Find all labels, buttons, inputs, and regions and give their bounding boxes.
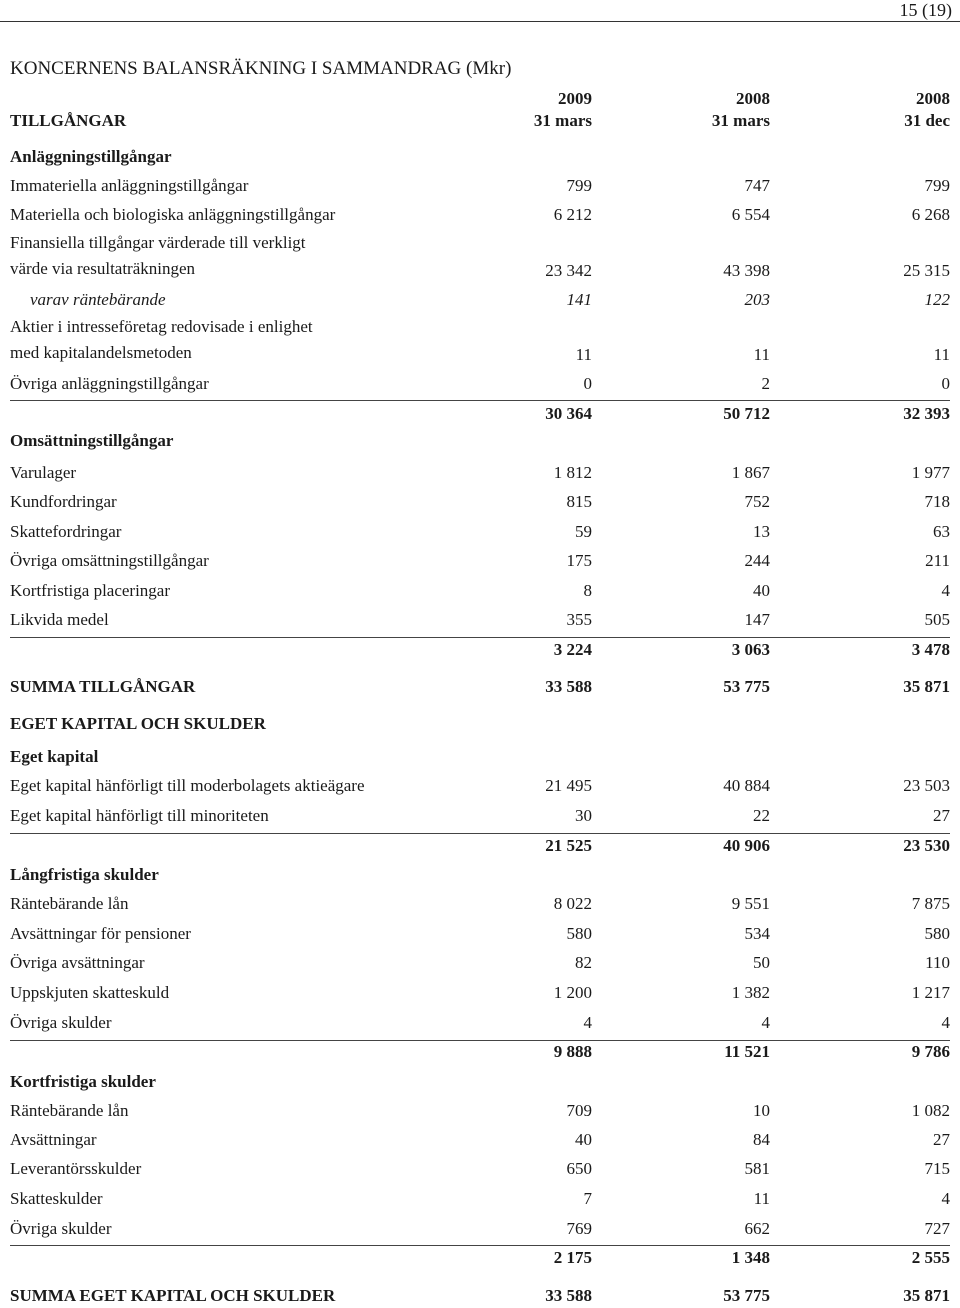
table-row xyxy=(0,460,960,484)
table-row xyxy=(0,1156,960,1180)
row-label: Anläggningstillgångar xyxy=(10,147,172,166)
table-row xyxy=(0,921,960,945)
subtotal-rule xyxy=(10,1245,950,1246)
cell-value: 175 xyxy=(566,551,592,570)
cell-value: 30 xyxy=(575,806,592,825)
cell-value: 0 xyxy=(583,374,592,393)
table-row xyxy=(0,1186,960,1210)
cell-value: 6 268 xyxy=(911,205,950,224)
section-heading xyxy=(0,1069,960,1093)
cell-value: 25 315 xyxy=(903,261,950,280)
cell-value: 9 551 xyxy=(731,894,770,913)
cell-value: 9 888 xyxy=(553,1042,592,1061)
cell-value: 43 398 xyxy=(723,261,770,280)
cell-value: 122 xyxy=(924,290,950,309)
subtotal-row xyxy=(0,833,960,857)
row-label: Kundfordringar xyxy=(10,492,117,511)
table-row xyxy=(0,607,960,631)
row-label: Immateriella anläggningstillgångar xyxy=(10,176,249,195)
cell-value: 11 xyxy=(575,345,592,364)
subtotal-row xyxy=(0,637,960,661)
cell-value: 7 875 xyxy=(911,894,950,913)
cell-value: 9 786 xyxy=(911,1042,950,1061)
cell-value: 40 906 xyxy=(723,836,770,855)
subtotal-rule xyxy=(10,833,950,834)
row-label: Avsättningar xyxy=(10,1130,97,1149)
row-label: Skatteskulder xyxy=(10,1189,103,1208)
row-label: Övriga skulder xyxy=(10,1219,112,1238)
row-label: Eget kapital hänförligt till moderbolagets aktieägare xyxy=(10,776,365,795)
table-row xyxy=(0,980,960,1004)
cell-value: 8 xyxy=(583,581,592,600)
cell-value: 2 xyxy=(761,374,770,393)
row-label: Eget kapital xyxy=(10,747,99,766)
row-label: Uppskjuten skatteskuld xyxy=(10,983,170,1002)
table-row xyxy=(0,489,960,513)
cell-value: 4 xyxy=(761,1013,770,1032)
table-row xyxy=(0,287,960,311)
cell-value: 2 175 xyxy=(553,1248,592,1267)
cell-value: 22 xyxy=(753,806,770,825)
table-row xyxy=(0,314,960,366)
cell-value: 3 478 xyxy=(911,640,950,659)
cell-value: 40 884 xyxy=(723,776,770,795)
row-label: EGET KAPITAL OCH SKULDER xyxy=(10,714,266,733)
column-heading-2008-mar: 2008 31 mars xyxy=(711,89,770,130)
cell-value: 799 xyxy=(566,176,592,195)
cell-value: 650 xyxy=(566,1159,592,1178)
cell-value: 715 xyxy=(924,1159,950,1178)
row-label: Materiella och biologiska anläggningstillgångar xyxy=(10,205,336,224)
row-label: SUMMA EGET KAPITAL OCH SKULDER xyxy=(10,1286,336,1305)
grand-total-row xyxy=(0,674,960,698)
cell-value: 580 xyxy=(924,924,950,943)
cell-value: 23 342 xyxy=(545,261,592,280)
cell-value: 40 xyxy=(575,1130,592,1149)
cell-value: 27 xyxy=(933,806,950,825)
subtotal-rule xyxy=(10,637,950,638)
table-row xyxy=(0,230,960,282)
cell-value: 6 554 xyxy=(731,205,770,224)
cell-value: 1 977 xyxy=(911,463,950,482)
row-label: Övriga omsättningstillgångar xyxy=(10,551,209,570)
cell-value: 53 775 xyxy=(723,677,770,696)
table-row xyxy=(0,1216,960,1240)
section-heading xyxy=(0,744,960,768)
cell-value: 33 588 xyxy=(545,677,592,696)
section-heading xyxy=(0,862,960,886)
cell-value: 581 xyxy=(744,1159,770,1178)
row-label: Aktier i intresseföretag redovisade i enlighet med kapitalandelsmetoden xyxy=(10,317,313,362)
table-row xyxy=(0,1098,960,1122)
cell-value: 1 812 xyxy=(553,463,592,482)
cell-value: 50 xyxy=(753,953,770,972)
row-label: Skattefordringar xyxy=(10,522,122,541)
cell-value: 7 xyxy=(583,1189,592,1208)
table-row xyxy=(0,519,960,543)
cell-value: 147 xyxy=(744,610,770,629)
cell-value: 53 775 xyxy=(723,1286,770,1305)
cell-value: 33 588 xyxy=(545,1286,592,1305)
row-label: Eget kapital hänförligt till minoriteten xyxy=(10,806,269,825)
column-heading-2008-dec: 2008 31 dec xyxy=(904,89,950,130)
cell-value: 0 xyxy=(941,374,950,393)
row-label: Övriga skulder xyxy=(10,1013,112,1032)
table-row xyxy=(0,1127,960,1151)
cell-value: 50 712 xyxy=(723,404,770,423)
cell-value: 84 xyxy=(753,1130,770,1149)
cell-value: 244 xyxy=(744,551,770,570)
cell-value: 2 555 xyxy=(911,1248,950,1267)
page-title: KONCERNENS BALANSRÄKNING I SAMMANDRAG (Mkr) xyxy=(10,58,512,79)
subtotal-rule xyxy=(10,400,950,401)
page-number: 15 (19) xyxy=(899,0,952,20)
cell-value: 4 xyxy=(941,581,950,600)
cell-value: 11 xyxy=(933,345,950,364)
row-label: Kortfristiga placeringar xyxy=(10,581,171,600)
row-label: Långfristiga skulder xyxy=(10,865,159,884)
cell-value: 4 xyxy=(583,1013,592,1032)
cell-value: 11 521 xyxy=(724,1042,770,1061)
column-header xyxy=(0,88,960,132)
row-label: Avsättningar för pensioner xyxy=(10,924,191,943)
subtotal-row xyxy=(0,401,960,425)
cell-value: 4 xyxy=(941,1189,950,1208)
cell-value: 709 xyxy=(566,1101,592,1120)
cell-value: 580 xyxy=(566,924,592,943)
cell-value: 662 xyxy=(744,1219,770,1238)
cell-value: 355 xyxy=(566,610,592,629)
row-label: SUMMA TILLGÅNGAR xyxy=(10,677,196,696)
row-label: Kortfristiga skulder xyxy=(10,1072,156,1091)
cell-value: 1 082 xyxy=(911,1101,950,1120)
cell-value: 21 495 xyxy=(545,776,592,795)
cell-value: 10 xyxy=(753,1101,770,1120)
section-heading xyxy=(0,711,960,735)
assets-heading: TILLGÅNGAR xyxy=(10,111,127,130)
cell-value: 505 xyxy=(924,610,950,629)
header-rule xyxy=(0,21,960,22)
row-label: Varulager xyxy=(10,463,77,482)
cell-value: 203 xyxy=(744,290,770,309)
page-header xyxy=(0,0,960,22)
table-row xyxy=(0,891,960,915)
section-heading xyxy=(0,428,960,452)
cell-value: 30 364 xyxy=(545,404,592,423)
cell-value: 82 xyxy=(575,953,592,972)
cell-value: 799 xyxy=(924,176,950,195)
cell-value: 211 xyxy=(925,551,950,570)
row-label: Leverantörsskulder xyxy=(10,1159,142,1178)
table-row xyxy=(0,371,960,395)
cell-value: 747 xyxy=(744,176,770,195)
cell-value: 752 xyxy=(744,492,770,511)
column-heading-2009-mar: 2009 31 mars xyxy=(533,89,592,130)
cell-value: 63 xyxy=(933,522,950,541)
row-label: Omsättningstillgångar xyxy=(10,431,174,450)
row-label: Räntebärande lån xyxy=(10,1101,129,1120)
cell-value: 3 063 xyxy=(731,640,770,659)
row-label: Räntebärande lån xyxy=(10,894,129,913)
row-label: Likvida medel xyxy=(10,610,109,629)
cell-value: 27 xyxy=(933,1130,950,1149)
cell-value: 13 xyxy=(753,522,770,541)
cell-value: 1 348 xyxy=(731,1248,770,1267)
cell-value: 3 224 xyxy=(553,640,592,659)
cell-value: 141 xyxy=(566,290,592,309)
cell-value: 35 871 xyxy=(903,1286,950,1305)
cell-value: 32 393 xyxy=(903,404,950,423)
row-label: Övriga avsättningar xyxy=(10,953,145,972)
table-row xyxy=(0,1010,960,1034)
cell-value: 1 382 xyxy=(731,983,770,1002)
row-label: Övriga anläggningstillgångar xyxy=(10,374,209,393)
cell-value: 59 xyxy=(575,522,592,541)
table-row xyxy=(0,950,960,974)
cell-value: 1 217 xyxy=(911,983,950,1002)
grand-total-row xyxy=(0,1283,960,1307)
cell-value: 815 xyxy=(566,492,592,511)
cell-value: 11 xyxy=(753,1189,770,1208)
table-row xyxy=(0,548,960,572)
cell-value: 23 503 xyxy=(903,776,950,795)
cell-value: 4 xyxy=(941,1013,950,1032)
cell-value: 21 525 xyxy=(545,836,592,855)
cell-value: 1 867 xyxy=(731,463,770,482)
table-row xyxy=(0,578,960,602)
cell-value: 769 xyxy=(566,1219,592,1238)
subtotal-rule xyxy=(10,1040,950,1041)
row-label: Finansiella tillgångar värderade till verkligt värde via resultaträkningen xyxy=(10,233,306,278)
cell-value: 534 xyxy=(744,924,770,943)
cell-value: 35 871 xyxy=(903,677,950,696)
cell-value: 718 xyxy=(924,492,950,511)
row-label: varav räntebärande xyxy=(30,290,166,309)
table-row xyxy=(0,803,960,827)
subtotal-row xyxy=(0,1245,960,1269)
subtotal-row xyxy=(0,1039,960,1063)
cell-value: 6 212 xyxy=(553,205,592,224)
cell-value: 1 200 xyxy=(553,983,592,1002)
cell-value: 110 xyxy=(925,953,950,972)
section-heading xyxy=(0,144,960,168)
cell-value: 23 530 xyxy=(903,836,950,855)
cell-value: 11 xyxy=(753,345,770,364)
cell-value: 8 022 xyxy=(553,894,592,913)
table-row xyxy=(0,173,960,197)
cell-value: 40 xyxy=(753,581,770,600)
cell-value: 727 xyxy=(924,1219,950,1238)
table-row xyxy=(0,773,960,797)
table-row xyxy=(0,202,960,226)
